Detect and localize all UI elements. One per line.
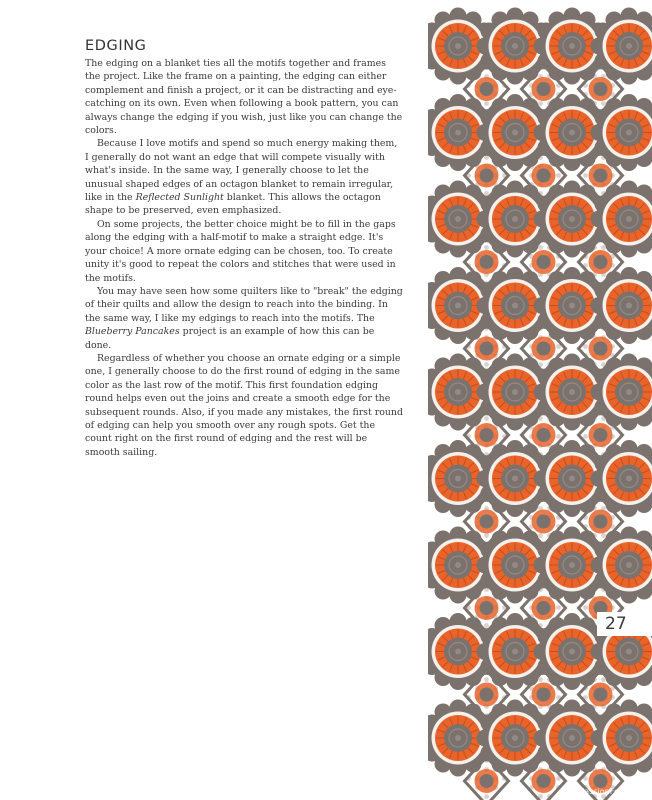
motif-grid — [428, 8, 652, 777]
watermark: PassionForum.ru — [579, 787, 646, 796]
gap-center — [480, 255, 494, 269]
center-dot — [455, 43, 461, 49]
article-text — [85, 38, 403, 459]
center-dot — [512, 130, 518, 136]
page-number: 27 — [597, 612, 652, 636]
center-dot — [569, 389, 575, 395]
gap-center — [537, 774, 551, 788]
center-dot — [626, 649, 632, 655]
center-dot — [569, 476, 575, 482]
gap-center — [537, 82, 551, 96]
center-dot — [626, 562, 632, 568]
paragraph: On some projects, the better choice might be to fill in the gaps along the edging with a half-motif to make a straight edge. It's your choice! A more ornate edging can be chosen, too. To create unity it's good to repeat the colors and stitches that were used in the motifs. — [85, 218, 396, 284]
center-dot — [569, 562, 575, 568]
center-dot — [569, 649, 575, 655]
gap-center — [480, 428, 494, 442]
lace-gaps — [465, 65, 623, 800]
gap-center — [480, 515, 494, 529]
gap-center — [480, 342, 494, 356]
center-dot — [569, 303, 575, 309]
center-dot — [626, 43, 632, 49]
gap-center — [594, 169, 608, 183]
center-dot — [626, 130, 632, 136]
gap-center — [537, 169, 551, 183]
gap-center — [537, 601, 551, 615]
gap-center — [480, 169, 494, 183]
paragraph: The edging on a blanket ties all the motifs together and frames the project. Like the frame on a painting, the edging can either complement and finish a project, or it can be distracting and eye-catching on its own. Even when following a book pattern, you can always change the edging if you wish, just like you can change the colors. — [85, 58, 403, 137]
center-dot — [455, 735, 461, 741]
center-dot — [455, 216, 461, 222]
center-dot — [569, 43, 575, 49]
gap-center — [594, 255, 608, 269]
paragraph: Regardless of whether you choose an ornate edging or a simple one, I generally choose to do the first round of edging in the same color as the last row of the motif. This first foundation edging round helps even out the joins and create a smooth edge for the subsequent rounds. Also, if you made any mistakes, the first round of edging can help you smooth over any rough spots. Get the count right on the first round of edging and the rest will be smooth sailing. — [85, 352, 403, 458]
center-dot — [626, 389, 632, 395]
center-dot — [455, 476, 461, 482]
gap-center — [537, 688, 551, 702]
center-dot — [626, 216, 632, 222]
gap-center — [594, 688, 608, 702]
center-dot — [569, 130, 575, 136]
center-dot — [455, 562, 461, 568]
paragraph: You may have seen how some quilters like to "break" the edging of their quilts and allow the design to reach into the binding. In the same way, I like my edgings to reach into the motifs. The Blueberry Pancakes project is an example of how this can be done. — [85, 285, 403, 351]
center-dot — [455, 649, 461, 655]
paragraph: Because I love motifs and spend so much energy making them, I generally do not want an edge that will compete visually with what's inside. In the same way, I generally choose to let the unusual shaped edges of an octagon blanket to remain irregular, like in the Reflected Sunlight blanket. This allows the octagon shape to be preserved, even emphasized. — [85, 138, 398, 217]
center-dot — [512, 735, 518, 741]
center-dot — [569, 216, 575, 222]
gap-center — [480, 82, 494, 96]
gap-center — [594, 342, 608, 356]
project-title: Reflected Sunlight — [135, 192, 224, 204]
gap-center — [537, 428, 551, 442]
center-dot — [512, 216, 518, 222]
gap-center — [594, 428, 608, 442]
center-dot — [512, 389, 518, 395]
gap-center — [537, 515, 551, 529]
center-dot — [569, 735, 575, 741]
project-title: Blueberry Pancakes — [85, 326, 180, 338]
gap-center — [537, 342, 551, 356]
gap-center — [480, 601, 494, 615]
center-dot — [512, 476, 518, 482]
center-dot — [626, 476, 632, 482]
crochet-blanket-photo — [428, 0, 652, 800]
center-dot — [626, 303, 632, 309]
center-dot — [512, 649, 518, 655]
gap-center — [537, 255, 551, 269]
center-dot — [455, 130, 461, 136]
gap-center — [594, 774, 608, 788]
gap-center — [594, 82, 608, 96]
gap-center — [594, 515, 608, 529]
center-dot — [455, 303, 461, 309]
center-dot — [512, 562, 518, 568]
center-dot — [512, 43, 518, 49]
gap-center — [480, 774, 494, 788]
center-dot — [455, 389, 461, 395]
gap-center — [480, 688, 494, 702]
section-heading: EDGING — [85, 38, 147, 54]
center-dot — [512, 303, 518, 309]
center-dot — [626, 735, 632, 741]
